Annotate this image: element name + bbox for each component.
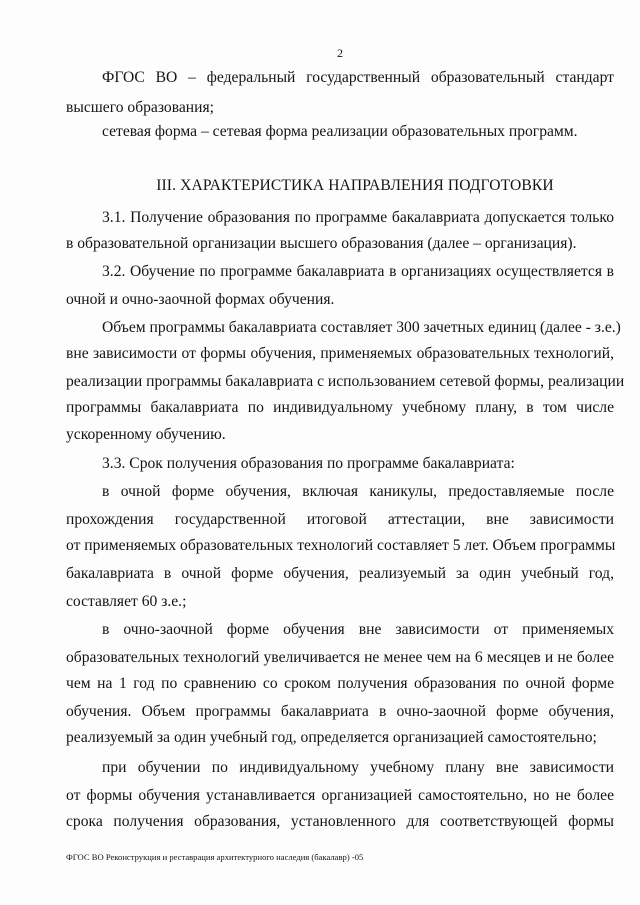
text-line: 3.2. Обучение по программе бакалавриата в организациях осуществляется в bbox=[102, 263, 614, 280]
text-line: в очной форме обучения, включая каникулы, предоставляемые после bbox=[102, 483, 614, 500]
text-line: ускоренному обучению. bbox=[66, 426, 226, 443]
text-line: 3.3. Срок получения образования по программе бакалавриата: bbox=[102, 455, 515, 472]
text-line: очной и очно-заочной формах обучения. bbox=[66, 291, 335, 308]
text-line: от формы обучения устанавливается организацией самостоятельно, но не более bbox=[66, 787, 614, 804]
text-line: обучения. Объем программы бакалавриата в очно-заочной форме обучения, bbox=[66, 703, 614, 720]
text-line: бакалавриата в очной форме обучения, реализуемый за один учебный год, bbox=[66, 565, 614, 582]
text-line: реализуемый за один учебный год, определяется организацией самостоятельно; bbox=[66, 729, 597, 746]
text-line: от применяемых образовательных технологий составляет 5 лет. Объем программы bbox=[66, 537, 616, 554]
text-line: срока получения образования, установленного для соответствующей формы bbox=[66, 813, 614, 830]
text-line: при обучении по индивидуальному учебному плану вне зависимости bbox=[102, 759, 614, 776]
text-line: ФГОС ВО – федеральный государственный образовательный стандарт bbox=[102, 69, 614, 86]
text-line: образовательных технологий увеличивается не менее чем на 6 месяцев и не более bbox=[66, 649, 614, 666]
section-heading: III. ХАРАКТЕРИСТИКА НАПРАВЛЕНИЯ ПОДГОТОВКИ bbox=[156, 177, 554, 194]
text-line: составляет 60 з.е.; bbox=[66, 593, 187, 610]
text-line: прохождения государственной итоговой аттестации, вне зависимости bbox=[66, 511, 614, 528]
text-line: сетевая форма – сетевая форма реализации образовательных программ. bbox=[102, 123, 578, 140]
text-line: чем на 1 год по сравнению со сроком получения образования по очной форме bbox=[66, 675, 614, 692]
text-line: реализации программы бакалавриата с использованием сетевой формы, реализации bbox=[66, 373, 625, 390]
page-number: 2 bbox=[337, 46, 343, 60]
text-line: в образовательной организации высшего образования (далее – организация). bbox=[66, 235, 577, 252]
page-footer: ФГОС ВО Реконструкция и реставрация архитектурного наследия (бакалавр) -05 bbox=[66, 852, 364, 862]
text-line: высшего образования; bbox=[66, 99, 214, 116]
text-line: 3.1. Получение образования по программе бакалавриата допускается только bbox=[102, 209, 614, 226]
text-line: вне зависимости от формы обучения, применяемых образовательных технологий, bbox=[66, 345, 614, 362]
text-line: программы бакалавриата по индивидуальному учебному плану, в том числе bbox=[66, 399, 614, 416]
text-line: Объем программы бакалавриата составляет 300 зачетных единиц (далее - з.е.) bbox=[102, 319, 621, 336]
text-line: в очно-заочной форме обучения вне зависимости от применяемых bbox=[102, 621, 614, 638]
